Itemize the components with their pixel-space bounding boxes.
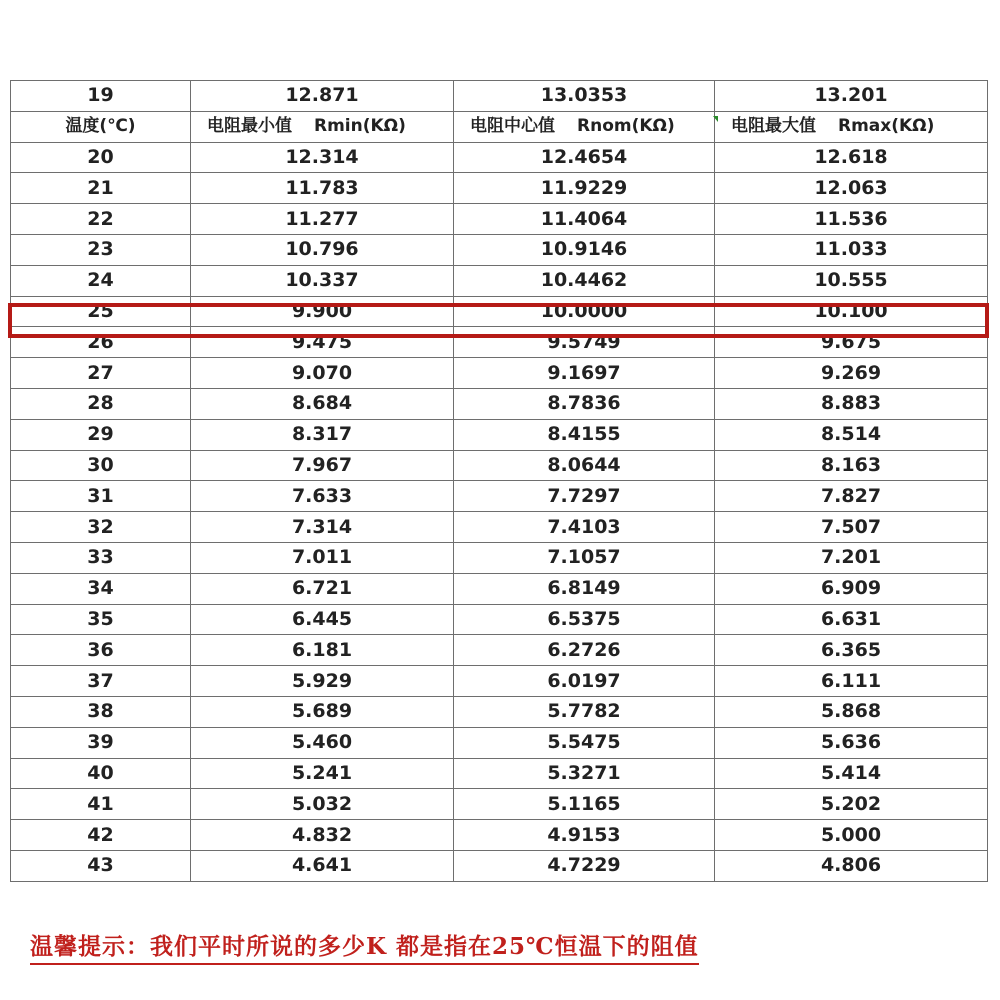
cell-rmin: 5.241 — [191, 758, 454, 789]
cell-rmax: 6.631 — [715, 604, 988, 635]
cell-temp: 42 — [11, 820, 191, 851]
header-rmin-cn: 电阻最小值 — [207, 116, 292, 137]
cell-rnom: 6.2726 — [454, 635, 715, 666]
cell-temp: 21 — [11, 173, 191, 204]
cell-rmin: 9.475 — [191, 327, 454, 358]
cell-rnom: 7.1057 — [454, 542, 715, 573]
table-row — [11, 820, 988, 851]
table-row — [11, 604, 988, 635]
cell-temp: 39 — [11, 727, 191, 758]
table-row — [11, 327, 988, 358]
cell-rmax: 9.675 — [715, 327, 988, 358]
cell-rnom: 13.0353 — [454, 81, 715, 112]
cell-rmin: 4.832 — [191, 820, 454, 851]
header-rmin — [191, 111, 454, 142]
cell-rmax: 8.514 — [715, 419, 988, 450]
cell-rmin: 11.783 — [191, 173, 454, 204]
cell-rnom: 11.9229 — [454, 173, 715, 204]
table-row — [11, 388, 988, 419]
cell-rnom: 5.1165 — [454, 789, 715, 820]
cell-rnom: 7.4103 — [454, 512, 715, 543]
cell-rnom: 8.0644 — [454, 450, 715, 481]
table-row — [11, 173, 988, 204]
table-row — [11, 450, 988, 481]
table-row — [11, 666, 988, 697]
cell-comment-marker — [713, 116, 718, 122]
cell-rmax: 12.063 — [715, 173, 988, 204]
cell-temp: 24 — [11, 265, 191, 296]
cell-rmin: 6.181 — [191, 635, 454, 666]
cell-rmin: 7.967 — [191, 450, 454, 481]
cell-temp: 37 — [11, 666, 191, 697]
cell-rmin: 7.314 — [191, 512, 454, 543]
cell-temp: 33 — [11, 542, 191, 573]
cell-rnom: 5.5475 — [454, 727, 715, 758]
table-header-row — [11, 111, 988, 142]
cell-rmin: 5.929 — [191, 666, 454, 697]
cell-rmax: 5.414 — [715, 758, 988, 789]
cell-temp: 32 — [11, 512, 191, 543]
cell-rnom: 12.4654 — [454, 142, 715, 173]
cell-rmax: 8.163 — [715, 450, 988, 481]
table-row — [11, 142, 988, 173]
tip-note: 温馨提示：我们平时所说的多少K 都是指在25℃恒温下的阻值 — [30, 928, 699, 965]
table-row — [11, 481, 988, 512]
cell-rmax: 6.909 — [715, 573, 988, 604]
cell-rnom: 8.4155 — [454, 419, 715, 450]
table-row — [11, 234, 988, 265]
cell-rnom: 6.8149 — [454, 573, 715, 604]
cell-rmax: 9.269 — [715, 358, 988, 389]
cell-rmin: 11.277 — [191, 204, 454, 235]
header-rnom — [454, 111, 715, 142]
cell-temp: 28 — [11, 388, 191, 419]
cell-temp: 26 — [11, 327, 191, 358]
cell-temp: 31 — [11, 481, 191, 512]
cell-temp: 41 — [11, 789, 191, 820]
table-row — [11, 727, 988, 758]
cell-rmax: 11.536 — [715, 204, 988, 235]
cell-rmax: 6.111 — [715, 666, 988, 697]
cell-rmax: 10.555 — [715, 265, 988, 296]
table-row — [11, 358, 988, 389]
cell-temp: 27 — [11, 358, 191, 389]
cell-rnom: 11.4064 — [454, 204, 715, 235]
cell-temp: 34 — [11, 573, 191, 604]
table-row — [11, 573, 988, 604]
table-row — [11, 850, 988, 881]
cell-rmax: 12.618 — [715, 142, 988, 173]
cell-rnom: 4.9153 — [454, 820, 715, 851]
cell-rmax: 11.033 — [715, 234, 988, 265]
cell-rnom: 10.9146 — [454, 234, 715, 265]
cell-rmin: 7.633 — [191, 481, 454, 512]
table-row — [11, 635, 988, 666]
table-row — [11, 542, 988, 573]
cell-temp: 38 — [11, 696, 191, 727]
cell-rmax: 7.507 — [715, 512, 988, 543]
header-rmax-sym: Rmax(KΩ) — [838, 116, 935, 137]
cell-temp: 43 — [11, 850, 191, 881]
cell-temp: 25 — [11, 296, 191, 327]
table-row — [11, 758, 988, 789]
cell-rnom: 10.4462 — [454, 265, 715, 296]
cell-rnom: 5.3271 — [454, 758, 715, 789]
cell-rmin: 5.032 — [191, 789, 454, 820]
cell-rmax: 7.201 — [715, 542, 988, 573]
cell-rnom: 9.1697 — [454, 358, 715, 389]
table-row-top — [11, 81, 988, 112]
table-row — [11, 512, 988, 543]
cell-temp: 19 — [11, 81, 191, 112]
table-row — [11, 296, 988, 327]
cell-rmin: 5.460 — [191, 727, 454, 758]
header-rnom-sym: Rnom(KΩ) — [577, 116, 675, 137]
cell-rnom: 4.7229 — [454, 850, 715, 881]
header-rmax-cn: 电阻最大值 — [731, 116, 816, 137]
cell-rnom: 7.7297 — [454, 481, 715, 512]
cell-temp: 35 — [11, 604, 191, 635]
table-row — [11, 204, 988, 235]
resistance-table-container — [10, 80, 987, 882]
cell-rmin: 4.641 — [191, 850, 454, 881]
cell-rmax: 5.868 — [715, 696, 988, 727]
cell-rmin: 6.445 — [191, 604, 454, 635]
cell-rnom: 6.0197 — [454, 666, 715, 697]
table-row — [11, 789, 988, 820]
table-row — [11, 265, 988, 296]
cell-rmin: 9.900 — [191, 296, 454, 327]
cell-rmax: 13.201 — [715, 81, 988, 112]
cell-rnom: 6.5375 — [454, 604, 715, 635]
cell-rmax: 7.827 — [715, 481, 988, 512]
header-rnom-cn: 电阻中心值 — [470, 116, 555, 137]
header-rmin-sym: Rmin(KΩ) — [314, 116, 406, 137]
cell-rmin: 10.796 — [191, 234, 454, 265]
cell-temp: 20 — [11, 142, 191, 173]
cell-rmin: 8.317 — [191, 419, 454, 450]
header-temp: 温度(℃) — [11, 111, 191, 142]
cell-rmax: 5.000 — [715, 820, 988, 851]
cell-temp: 22 — [11, 204, 191, 235]
cell-rmax: 8.883 — [715, 388, 988, 419]
cell-temp: 36 — [11, 635, 191, 666]
cell-rmin: 9.070 — [191, 358, 454, 389]
cell-rmax: 5.636 — [715, 727, 988, 758]
cell-rmax: 4.806 — [715, 850, 988, 881]
cell-temp: 29 — [11, 419, 191, 450]
cell-rnom: 10.0000 — [454, 296, 715, 327]
cell-rmin: 6.721 — [191, 573, 454, 604]
cell-temp: 40 — [11, 758, 191, 789]
cell-rmax: 6.365 — [715, 635, 988, 666]
header-rmax — [715, 111, 988, 142]
cell-rmin: 8.684 — [191, 388, 454, 419]
cell-rmin: 5.689 — [191, 696, 454, 727]
cell-rmin: 12.871 — [191, 81, 454, 112]
cell-rmin: 10.337 — [191, 265, 454, 296]
cell-rnom: 8.7836 — [454, 388, 715, 419]
cell-temp: 30 — [11, 450, 191, 481]
table-row — [11, 696, 988, 727]
cell-rmin: 7.011 — [191, 542, 454, 573]
resistance-table — [10, 80, 988, 882]
cell-temp: 23 — [11, 234, 191, 265]
cell-rmax: 10.100 — [715, 296, 988, 327]
cell-rmax: 5.202 — [715, 789, 988, 820]
table-row — [11, 419, 988, 450]
cell-rnom: 9.5749 — [454, 327, 715, 358]
cell-rmin: 12.314 — [191, 142, 454, 173]
cell-rnom: 5.7782 — [454, 696, 715, 727]
